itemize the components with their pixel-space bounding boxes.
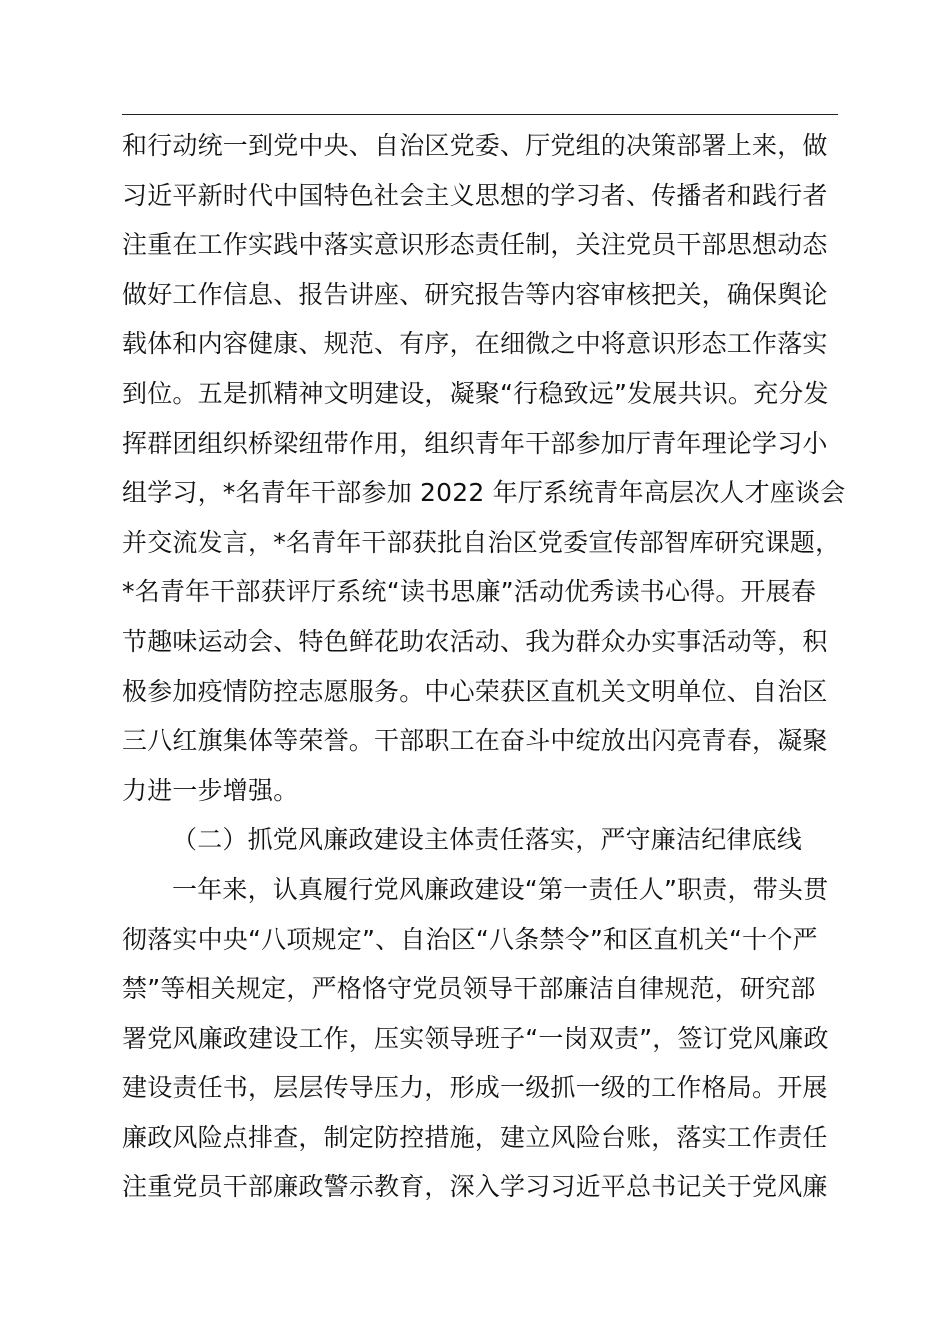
text-line: 禁”等相关规定，严格恪守党员领导干部廉洁自律规范，研究部 (122, 974, 816, 1004)
text-line: 力进一步增强。 (122, 775, 299, 805)
text-line: 做好工作信息、报告讲座、研究报告等内容审核把关，确保舆论 (122, 279, 828, 309)
text-line: 到位。五是抓精神文明建设，凝聚“行稳致远”发展共识。充分发 (122, 378, 829, 408)
text-line: 注重在工作实践中落实意识形态责任制，关注党员干部思想动态 (122, 230, 828, 260)
text-line: 习近平新时代中国特色社会主义思想的学习者、传播者和践行者 (122, 180, 828, 210)
text-line: 节趣味运动会、特色鲜花助农活动、我为群众办实事活动等，积 (122, 626, 828, 656)
header-rule (122, 114, 838, 115)
text-line: 廉政风险点排查，制定防控措施，建立风险台账，落实工作责任 (122, 1122, 828, 1152)
text-line: 组学习，*名青年干部参加 2022 年厅系统青年高层次人才座谈会 (122, 478, 846, 508)
text-line: 注重党员干部廉政警示教育，深入学习习近平总书记关于党风廉 (122, 1172, 828, 1202)
text-line: 和行动统一到党中央、自治区党委、厅党组的决策部署上来，做 (122, 131, 828, 160)
text-line: 载体和内容健康、规范、有序，在细微之中将意识形态工作落实 (122, 329, 828, 359)
text-line: 建设责任书，层层传导压力，形成一级抓一级的工作格局。开展 (122, 1073, 828, 1103)
text-line: 三八红旗集体等荣誉。干部职工在奋斗中绽放出闪亮青春，凝聚 (122, 726, 828, 756)
text-line: *名青年干部获评厅系统“读书思廉”活动优秀读书心得。开展春 (122, 577, 817, 607)
section-heading: （二）抓党风廉政建设主体责任落实，严守廉洁纪律底线 (172, 825, 803, 855)
paragraph-first-line: 一年来，认真履行党风廉政建设“第一责任人”职责，带头贯 (172, 874, 829, 904)
text-line: 极参加疫情防控志愿服务。中心荣获区直机关文明单位、自治区 (122, 676, 828, 706)
text-line: 彻落实中央“八项规定”、自治区“八条禁令”和区直机关“十个严 (122, 924, 818, 954)
text-line: 挥群团组织桥梁纽带作用，组织青年干部参加厅青年理论学习小 (122, 428, 828, 458)
text-line: 署党风廉政建设工作，压实领导班子“一岗双责”，签订党风廉政 (122, 1023, 829, 1053)
text-line: 并交流发言，*名青年干部获批自治区党委宣传部智库研究课题， (122, 527, 841, 557)
body-text (122, 121, 882, 1212)
